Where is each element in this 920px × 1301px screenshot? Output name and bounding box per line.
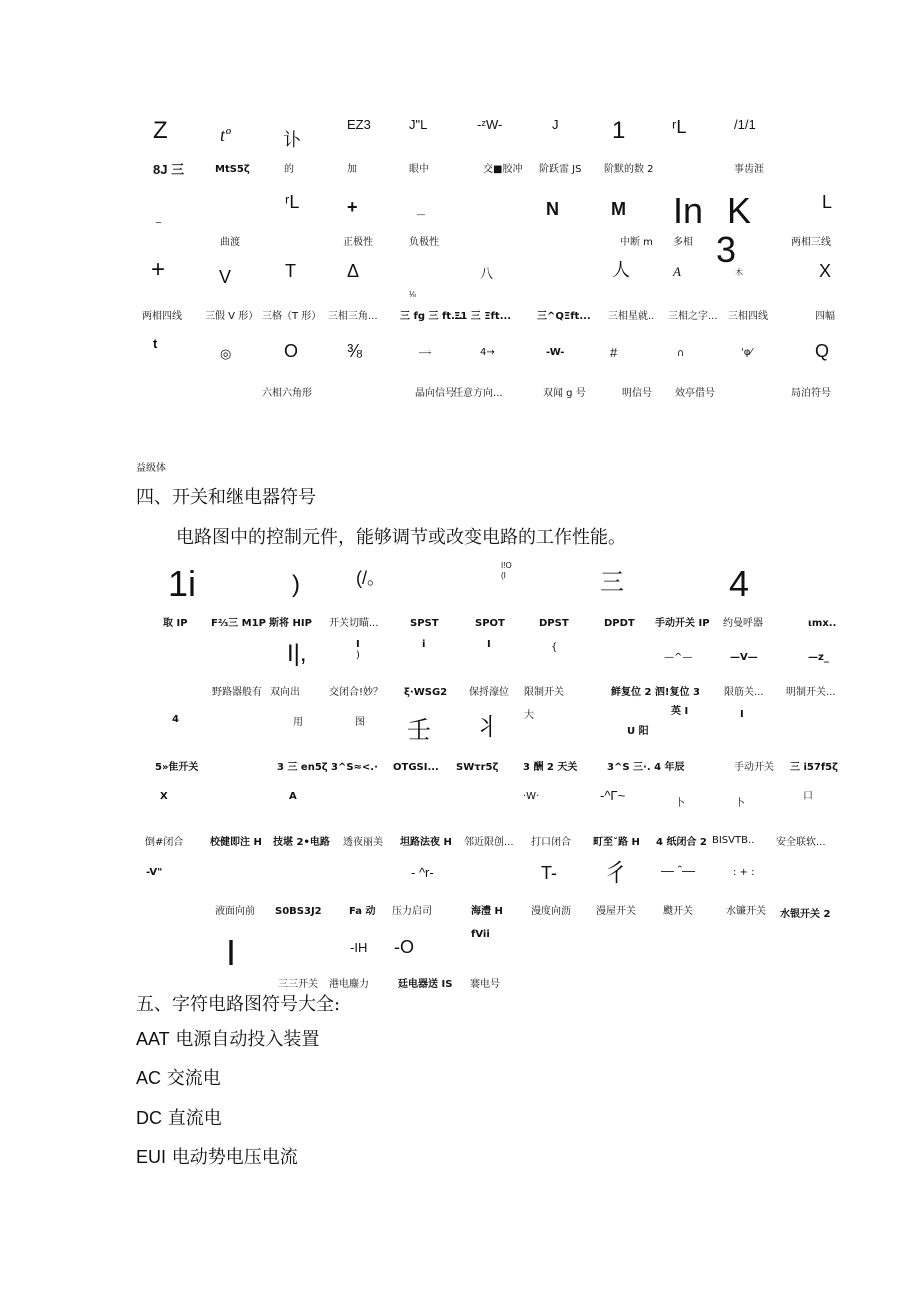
symbol-label: 颼开关 (663, 906, 693, 917)
circuit-symbol: 用 (293, 717, 303, 728)
symbol-label: 限制开关 (524, 687, 564, 698)
symbol-label: BISVΤB.. (712, 835, 755, 846)
circuit-symbol: I!O (501, 561, 512, 570)
symbol-label: 打口闭合 (531, 837, 571, 848)
circuit-symbol: 壬 (407, 717, 431, 744)
list-item (136, 1030, 319, 1049)
symbol-label: 三相三角... (328, 311, 378, 322)
item-abbr: DC (136, 1108, 162, 1128)
symbol-label: 5»隹开关 (155, 762, 199, 773)
symbol-label: 安全联软... (776, 837, 826, 848)
circuit-symbol: 1 (612, 117, 626, 144)
circuit-symbol: X (160, 791, 168, 802)
symbol-label: 手动开关 IP (655, 618, 710, 629)
symbol-label: 校健即注 H (210, 837, 262, 848)
circuit-symbol: I (356, 639, 360, 650)
symbol-label: 两相四线 (142, 311, 182, 322)
circuit-symbol: —V— (730, 652, 758, 663)
circuit-symbol: -IH (350, 940, 368, 955)
symbol-label: 透夜丽美 (343, 837, 383, 848)
symbol-label: 事齿涯 (734, 164, 764, 175)
list-item (136, 1069, 221, 1088)
symbol-label: 交闭合!妙？ (329, 687, 384, 698)
circuit-symbol: -O (394, 937, 414, 957)
symbol-label: 邻近限创... (464, 837, 514, 848)
circuit-symbol: ⅜ (347, 341, 363, 361)
circuit-symbol: -ᶻW- (477, 117, 503, 132)
symbol-label: 取 IP (163, 618, 188, 629)
circuit-symbol: ʳL (285, 192, 300, 212)
circuit-symbol: J"L (409, 117, 428, 132)
symbol-label: 漫度向沥 (531, 906, 571, 917)
symbol-label: 三相星就.. (608, 311, 655, 322)
symbol-label: 晶向信号 (415, 388, 455, 399)
symbol-label: 限筋关... (724, 687, 764, 698)
symbol-label: 褰电号 (470, 979, 500, 990)
symbol-label: F⅔三 M1P (211, 618, 266, 629)
circuit-symbol: I (487, 639, 491, 650)
circuit-symbol: ·W· (523, 791, 540, 802)
circuit-symbol: fVii (471, 929, 490, 940)
circuit-symbol: t (153, 336, 158, 351)
circuit-symbol: —÷ (419, 348, 432, 357)
circuit-symbol: 1i (168, 563, 197, 604)
circuit-symbol: 卜 (675, 798, 685, 809)
symbol-label: 三^QΞft... (537, 311, 591, 322)
symbol-label: 多相 (673, 237, 693, 248)
symbol-label: S0BS3J2 (275, 906, 322, 917)
symbol-label: 中断 m (620, 237, 653, 248)
symbol-label: 三 fg 三 ft... (400, 311, 463, 322)
symbol-label: Fa 动 (349, 906, 376, 917)
circuit-symbol: N (546, 199, 559, 219)
symbol-label: 港电鏖力 (329, 979, 369, 990)
symbol-label: 4 纸闭合 2 (656, 837, 707, 848)
symbol-label: 漫屋开关 (596, 906, 636, 917)
symbol-label: 加 (347, 164, 357, 175)
circuit-symbol: 木 (735, 268, 743, 277)
circuit-symbol: EZ3 (347, 117, 371, 132)
item-desc: 直流电 (167, 1108, 222, 1129)
circuit-symbol: : + : (733, 867, 755, 878)
circuit-symbol: (/。 (356, 568, 385, 588)
circuit-symbol: ) (292, 571, 300, 598)
symbol-label: 技堪 2•电路 (273, 837, 330, 848)
circuit-symbol: { (551, 642, 558, 653)
symbol-label: 阶跃雷 JS (539, 164, 582, 175)
symbol-label: 三相四线 (728, 311, 768, 322)
symbol-label: 正极性 (343, 237, 373, 248)
item-abbr: AAT (136, 1029, 170, 1049)
symbol-label: 水镰开关 (726, 906, 766, 917)
circuit-symbol: # (610, 345, 618, 360)
circuit-symbol: ◎ (220, 346, 232, 361)
circuit-symbol: -^Γ~ (600, 788, 626, 803)
circuit-symbol: 人 (612, 260, 630, 280)
circuit-symbol: —^— (664, 652, 693, 663)
circuit-symbol: 图 (355, 717, 365, 728)
symbol-label: 倒#闭合 (145, 837, 184, 848)
circuit-symbol: U 阳 (627, 726, 649, 737)
circuit-symbol: 三 (600, 569, 624, 596)
symbol-label: 三相之字... (668, 311, 718, 322)
circuit-symbol: 讣 (283, 130, 301, 150)
circuit-symbol: 彳 (604, 860, 628, 887)
symbol-label: 3 酬 2 天关 (523, 762, 578, 773)
symbol-label: 四幅 (815, 311, 835, 322)
symbol-label: 两相三线 (791, 237, 831, 248)
circuit-symbol: I (740, 709, 744, 720)
circuit-symbol: + (151, 256, 166, 283)
symbol-label: 的 (284, 164, 294, 175)
item-desc: 电动势电压电流 (171, 1147, 298, 1168)
circuit-symbol: O (284, 341, 299, 361)
circuit-symbol: 大 (524, 710, 534, 721)
circuit-symbol: ∩ (677, 348, 685, 359)
symbol-label: 益级体 (136, 463, 166, 474)
circuit-symbol: I (226, 932, 237, 973)
circuit-symbol: 八 (480, 266, 494, 281)
symbol-label: ∽ (155, 218, 162, 227)
circuit-symbol: A (289, 791, 297, 802)
circuit-symbol: ⅛ (409, 290, 416, 299)
circuit-symbol: T- (541, 863, 557, 883)
circuit-symbol: L (822, 192, 833, 212)
symbol-label: 明制开关... (786, 687, 836, 698)
symbol-label: 海澧 H (471, 906, 503, 917)
symbol-label: 3^S 三·. 4 年辰 (607, 762, 685, 773)
symbol-label: 六相六角形 (262, 388, 312, 399)
symbol-label: 鲜复位 2 泗!复位 3 (611, 687, 700, 698)
circuit-symbol: 丬 (475, 714, 499, 741)
circuit-symbol: Q (815, 341, 830, 361)
symbol-label: Ξ1 三 Ξft... (454, 311, 512, 322)
circuit-symbol: -V" (146, 867, 163, 878)
circuit-symbol: tº (220, 125, 231, 145)
symbol-label: 压力启司 (392, 906, 432, 917)
circuit-symbol: T (285, 261, 296, 281)
circuit-symbol: 4→ (480, 347, 495, 358)
symbol-label: SPST (410, 618, 439, 629)
symbol-label: SWτr5ζ (456, 762, 499, 773)
circuit-symbol: - ^r- (411, 865, 434, 880)
symbol-label: 开关切瞄... (329, 618, 379, 629)
symbol-label: 斯将 HIP (269, 618, 312, 629)
symbol-label: DPST (539, 618, 569, 629)
symbol-label: 手动开关 (734, 762, 774, 773)
circuit-symbol: ʳL (672, 117, 687, 137)
circuit-symbol: /1/1 (734, 117, 756, 132)
list-item (136, 1148, 298, 1167)
circuit-symbol: Δ (347, 261, 360, 281)
circuit-symbol: ) (356, 650, 360, 661)
symbol-label: ιmx.. (808, 618, 837, 629)
circuit-symbol: i (422, 639, 426, 650)
circuit-symbol: Z (153, 117, 168, 144)
symbol-label: 约曼呼器 (723, 618, 763, 629)
symbol-label: 负极性 (409, 237, 439, 248)
symbol-label: 任意方向... (453, 388, 503, 399)
section-4-intro: 电路图中的控制元件，能够调节或改变电路的工作性能。 (176, 527, 626, 548)
symbol-label: 双向出 (270, 687, 300, 698)
symbol-label: 保捋濠位 (469, 687, 509, 698)
item-desc: 交流电 (166, 1068, 221, 1089)
symbol-label: 三三开关 (278, 979, 318, 990)
circuit-symbol: 英 I (671, 706, 689, 717)
symbol-label: MtS5ζ (215, 164, 250, 175)
circuit-symbol: 3 (716, 229, 737, 270)
symbol-label: 三 i57f5ζ (790, 762, 839, 773)
symbol-label: 眼中 (409, 164, 429, 175)
section-4-heading: 四、开关和继电器符号 (136, 487, 316, 508)
circuit-symbol: M (611, 199, 626, 219)
symbol-label: 效亭借号 (675, 388, 715, 399)
symbol-label: 廷电器送 IS (398, 979, 453, 990)
symbol-label: 局泊符号 (791, 388, 831, 399)
circuit-symbol: — ˆ— (661, 863, 695, 878)
symbol-label: 三假 V 形） (205, 311, 259, 322)
section-5-heading: 五、字符电路图符号大全: (136, 994, 341, 1015)
symbol-label: 明信号 (622, 388, 652, 399)
circuit-symbol: A (673, 264, 681, 279)
circuit-symbol: — (417, 210, 425, 219)
symbol-label: 三格（T 形） (262, 311, 322, 322)
symbol-label: 液面向前 (215, 906, 255, 917)
circuit-symbol: -W- (546, 347, 565, 358)
symbol-label: 曲渡 (220, 237, 240, 248)
symbol-label: 3 三 en5ζ (277, 762, 328, 773)
item-abbr: EUI (136, 1147, 167, 1167)
symbol-label: 阶默的数 2 (604, 164, 654, 175)
item-desc: 电源自动投入装置 (175, 1029, 320, 1050)
circuit-symbol: 卜 (735, 798, 745, 809)
circuit-symbol: X (819, 261, 832, 281)
symbol-label: DPDT (604, 618, 635, 629)
circuit-symbol: 4 (172, 714, 179, 725)
circuit-symbol: + (347, 197, 358, 217)
symbol-label: ξ·WSG2 (404, 687, 448, 698)
circuit-symbol: —z_ (808, 652, 829, 663)
item-abbr: AC (136, 1068, 162, 1088)
symbol-label: 交■胶冲 (483, 164, 523, 175)
symbol-label: 3^S≈<.· (331, 762, 378, 773)
symbol-label: 野路器般有 (212, 687, 262, 698)
symbol-label: 坦路法夜 H (400, 837, 452, 848)
symbol-label: 町至ˇ路 H (593, 837, 640, 848)
circuit-symbol: 口 (803, 791, 813, 802)
symbol-label: SPOT (475, 618, 505, 629)
symbol-label: OTGSI... (393, 762, 439, 773)
circuit-symbol: V (219, 267, 232, 287)
circuit-symbol: In (673, 190, 704, 231)
symbol-label: 双闻 g 号 (543, 388, 586, 399)
symbol-label: 8J 三 (153, 162, 185, 177)
circuit-symbol: 4 (729, 563, 750, 604)
circuit-symbol: J (552, 117, 559, 132)
symbol-label: 水银开关 2 (780, 909, 831, 920)
circuit-symbol: (I (501, 571, 506, 580)
circuit-symbol: 'φ⁄ (741, 347, 753, 358)
circuit-symbol: K (727, 190, 752, 231)
circuit-symbol: I|, (287, 640, 307, 667)
list-item (136, 1109, 222, 1128)
